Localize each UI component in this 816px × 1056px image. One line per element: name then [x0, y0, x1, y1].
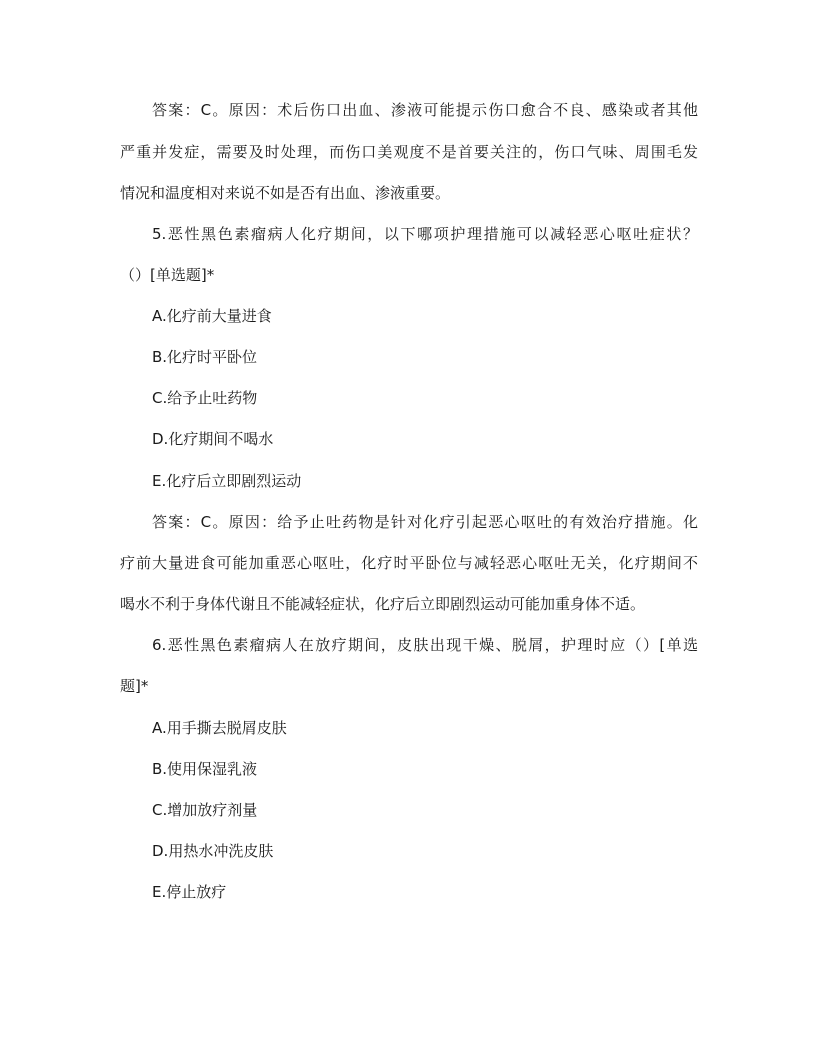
q5-stem-line-1: 5.恶性黑色素瘤病人化疗期间，以下哪项护理措施可以减轻恶心呕吐症状？	[152, 225, 698, 243]
q4-answer-line-2: 严重并发症，需要及时处理，而伤口美观度不是首要关注的，伤口气味、周围毛发	[120, 143, 698, 161]
q5-option-a: A.化疗前大量进食	[152, 307, 272, 325]
q6-option-d: D.用热水冲洗皮肤	[152, 842, 274, 860]
q5-answer-line-3: 喝水不利于身体代谢且不能减轻症状，化疗后立即剧烈运动可能加重身体不适。	[120, 595, 646, 613]
q5-option-d: D.化疗期间不喝水	[152, 430, 274, 448]
q4-answer-line-1: 答案：C。原因：术后伤口出血、渗液可能提示伤口愈合不良、感染或者其他	[152, 101, 698, 119]
q5-option-e: E.化疗后立即剧烈运动	[152, 472, 302, 490]
q5-option-b: B.化疗时平卧位	[152, 348, 258, 366]
q6-option-c: C.增加放疗剂量	[152, 801, 258, 819]
q6-option-e: E.停止放疗	[152, 883, 227, 901]
q5-stem-line-2: （）[单选题]*	[120, 266, 215, 284]
q5-answer-line-2: 疗前大量进食可能加重恶心呕吐，化疗时平卧位与减轻恶心呕吐无关，化疗期间不	[120, 554, 698, 572]
q6-stem-line-1: 6.恶性黑色素瘤病人在放疗期间，皮肤出现干燥、脱屑，护理时应（）[单选	[152, 636, 698, 654]
q6-option-a: A.用手撕去脱屑皮肤	[152, 719, 287, 737]
q4-answer-line-3: 情况和温度相对来说不如是否有出血、渗液重要。	[120, 184, 451, 202]
q6-option-b: B.使用保湿乳液	[152, 760, 258, 778]
q6-stem-line-2: 题]*	[120, 677, 149, 695]
q5-option-c: C.给予止吐药物	[152, 389, 258, 407]
q5-answer-line-1: 答案：C。原因：给予止吐药物是针对化疗引起恶心呕吐的有效治疗措施。化	[152, 513, 698, 531]
